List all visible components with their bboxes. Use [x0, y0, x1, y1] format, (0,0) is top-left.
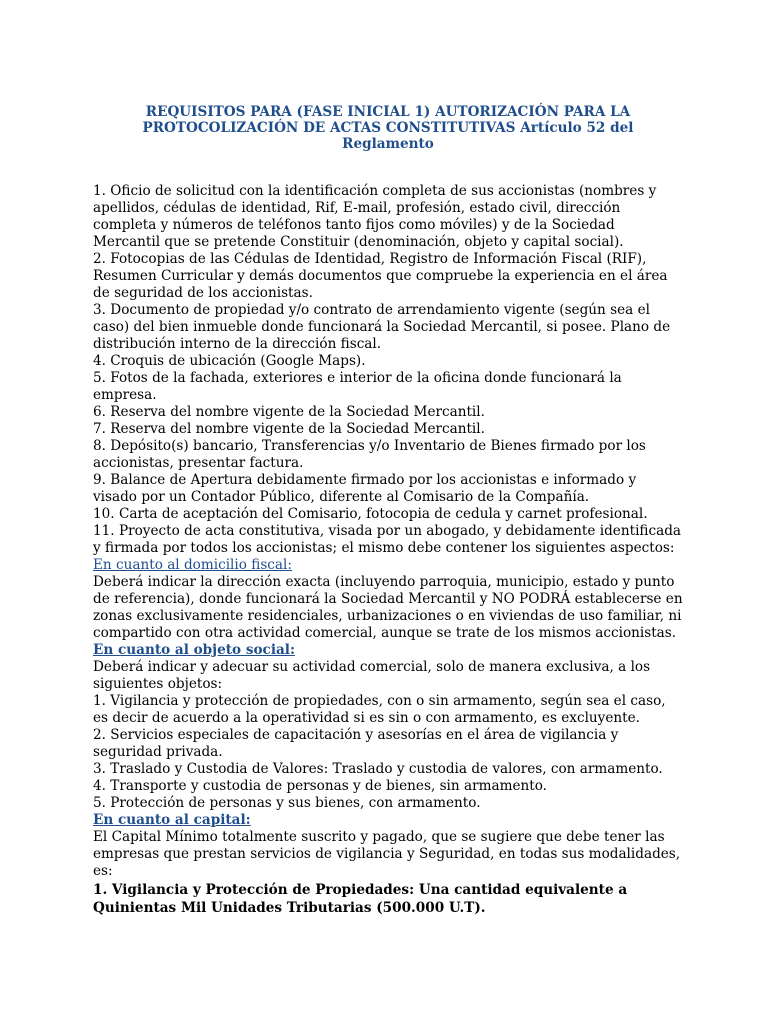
document-title	[93, 104, 683, 153]
requirement-11	[93, 523, 683, 574]
requirement-11-text: 11. Proyecto de acta constitutiva, visada por un abogado, y debidamente identificada y firmada por todos los accionistas; el mismo debe contener los siguientes aspectos:	[93, 522, 682, 556]
requirement-4: 4. Croquis de ubicación (Google Maps).	[93, 352, 366, 369]
objeto-item-3: 3. Traslado y Custodia de Valores: Traslado y custodia de valores, con armamento.	[93, 760, 663, 777]
requirement-10: 10. Carta de aceptación del Comisario, fotocopia de cedula y carnet profesional.	[93, 505, 648, 522]
objeto-item-1: 1. Vigilancia y protección de propiedades, con o sin armamento, según sea el caso, es decir de acuerdo a la operatividad si es sin o con armamento, es excluyente.	[93, 692, 666, 726]
objeto-item-5: 5. Protección de personas y sus bienes, con armamento.	[93, 794, 481, 811]
domicilio-fiscal-link[interactable]: En cuanto al domicilio fiscal:	[93, 556, 292, 573]
objeto-item-2: 2. Servicios especiales de capacitación y asesorías en el área de vigilancia y seguridad privada.	[93, 726, 619, 760]
objeto-item-4: 4. Transporte y custodia de personas y de bienes, sin armamento.	[93, 777, 547, 794]
document-page	[93, 104, 683, 930]
objeto-social-intro: Deberá indicar y adecuar su actividad comercial, solo de manera exclusiva, a los siguientes objetos:	[93, 658, 651, 692]
title-line-3: Reglamento	[342, 136, 434, 153]
capital-item-1: 1. Vigilancia y Protección de Propiedades: Una cantidad equivalente a Quinientas Mil Unidades Tributarias (500.000 U.T).	[93, 881, 628, 916]
requirement-5: 5. Fotos de la fachada, exteriores e interior de la oficina donde funcionará la empresa.	[93, 369, 622, 403]
requirements-body	[93, 183, 683, 917]
requirement-6: 6. Reserva del nombre vigente de la Sociedad Mercantil.	[93, 403, 485, 420]
objeto-social-heading: En cuanto al objeto social:	[93, 641, 295, 658]
requirement-9: 9. Balance de Apertura debidamente firmado por los accionistas e informado y visado por un Contador Público, diferente al Comisario de la Compañía.	[93, 471, 637, 505]
requirement-3: 3. Documento de propiedad y/o contrato de arrendamiento vigente (según sea el caso) del bien inmueble donde funcionará la Sociedad Mercantil, si posee. Plano de distribución interno de la dirección fiscal.	[93, 301, 671, 352]
requirement-8: 8. Depósito(s) bancario, Transferencias y/o Inventario de Bienes firmado por los accionistas, presentar factura.	[93, 437, 646, 471]
requirement-1: 1. Oficio de solicitud con la identificación completa de sus accionistas (nombres y apellidos, cédulas de identidad, Rif, E-mail, profesión, estado civil, dirección completa y números de teléfonos tanto fijos como móviles) y de la Sociedad Mercantil que se pretende Constituir (denominación, objeto y capital social).	[93, 182, 657, 250]
requirement-7: 7. Reserva del nombre vigente de la Sociedad Mercantil.	[93, 420, 485, 437]
domicilio-fiscal-text: Deberá indicar la dirección exacta (incluyendo parroquia, municipio, estado y punto de referencia), donde funcionará la Sociedad Mercantil y NO PODRÁ establecerse en zonas exclusivamente residenciales, urbanizaciones o en viviendas de uso familiar, ni compartido con otra actividad comercial, aunque se trate de los mismos accionistas.	[93, 573, 683, 641]
requirement-2: 2. Fotocopias de las Cédulas de Identidad, Registro de Información Fiscal (RIF), Resumen Curricular y demás documentos que compruebe la experiencia en el área de seguridad de los accionistas.	[93, 250, 668, 301]
capital-heading: En cuanto al capital:	[93, 811, 251, 828]
title-line-1: REQUISITOS PARA (FASE INICIAL 1) AUTORIZACIÓN PARA LA	[145, 104, 631, 120]
capital-intro: El Capital Mínimo totalmente suscrito y pagado, que se sugiere que debe tener las empresas que prestan servicios de vigilancia y Seguridad, en todas sus modalidades, es:	[93, 828, 681, 879]
title-line-2: PROTOCOLIZACIÓN DE ACTAS CONSTITUTIVAS Artículo 52 del	[142, 120, 634, 137]
